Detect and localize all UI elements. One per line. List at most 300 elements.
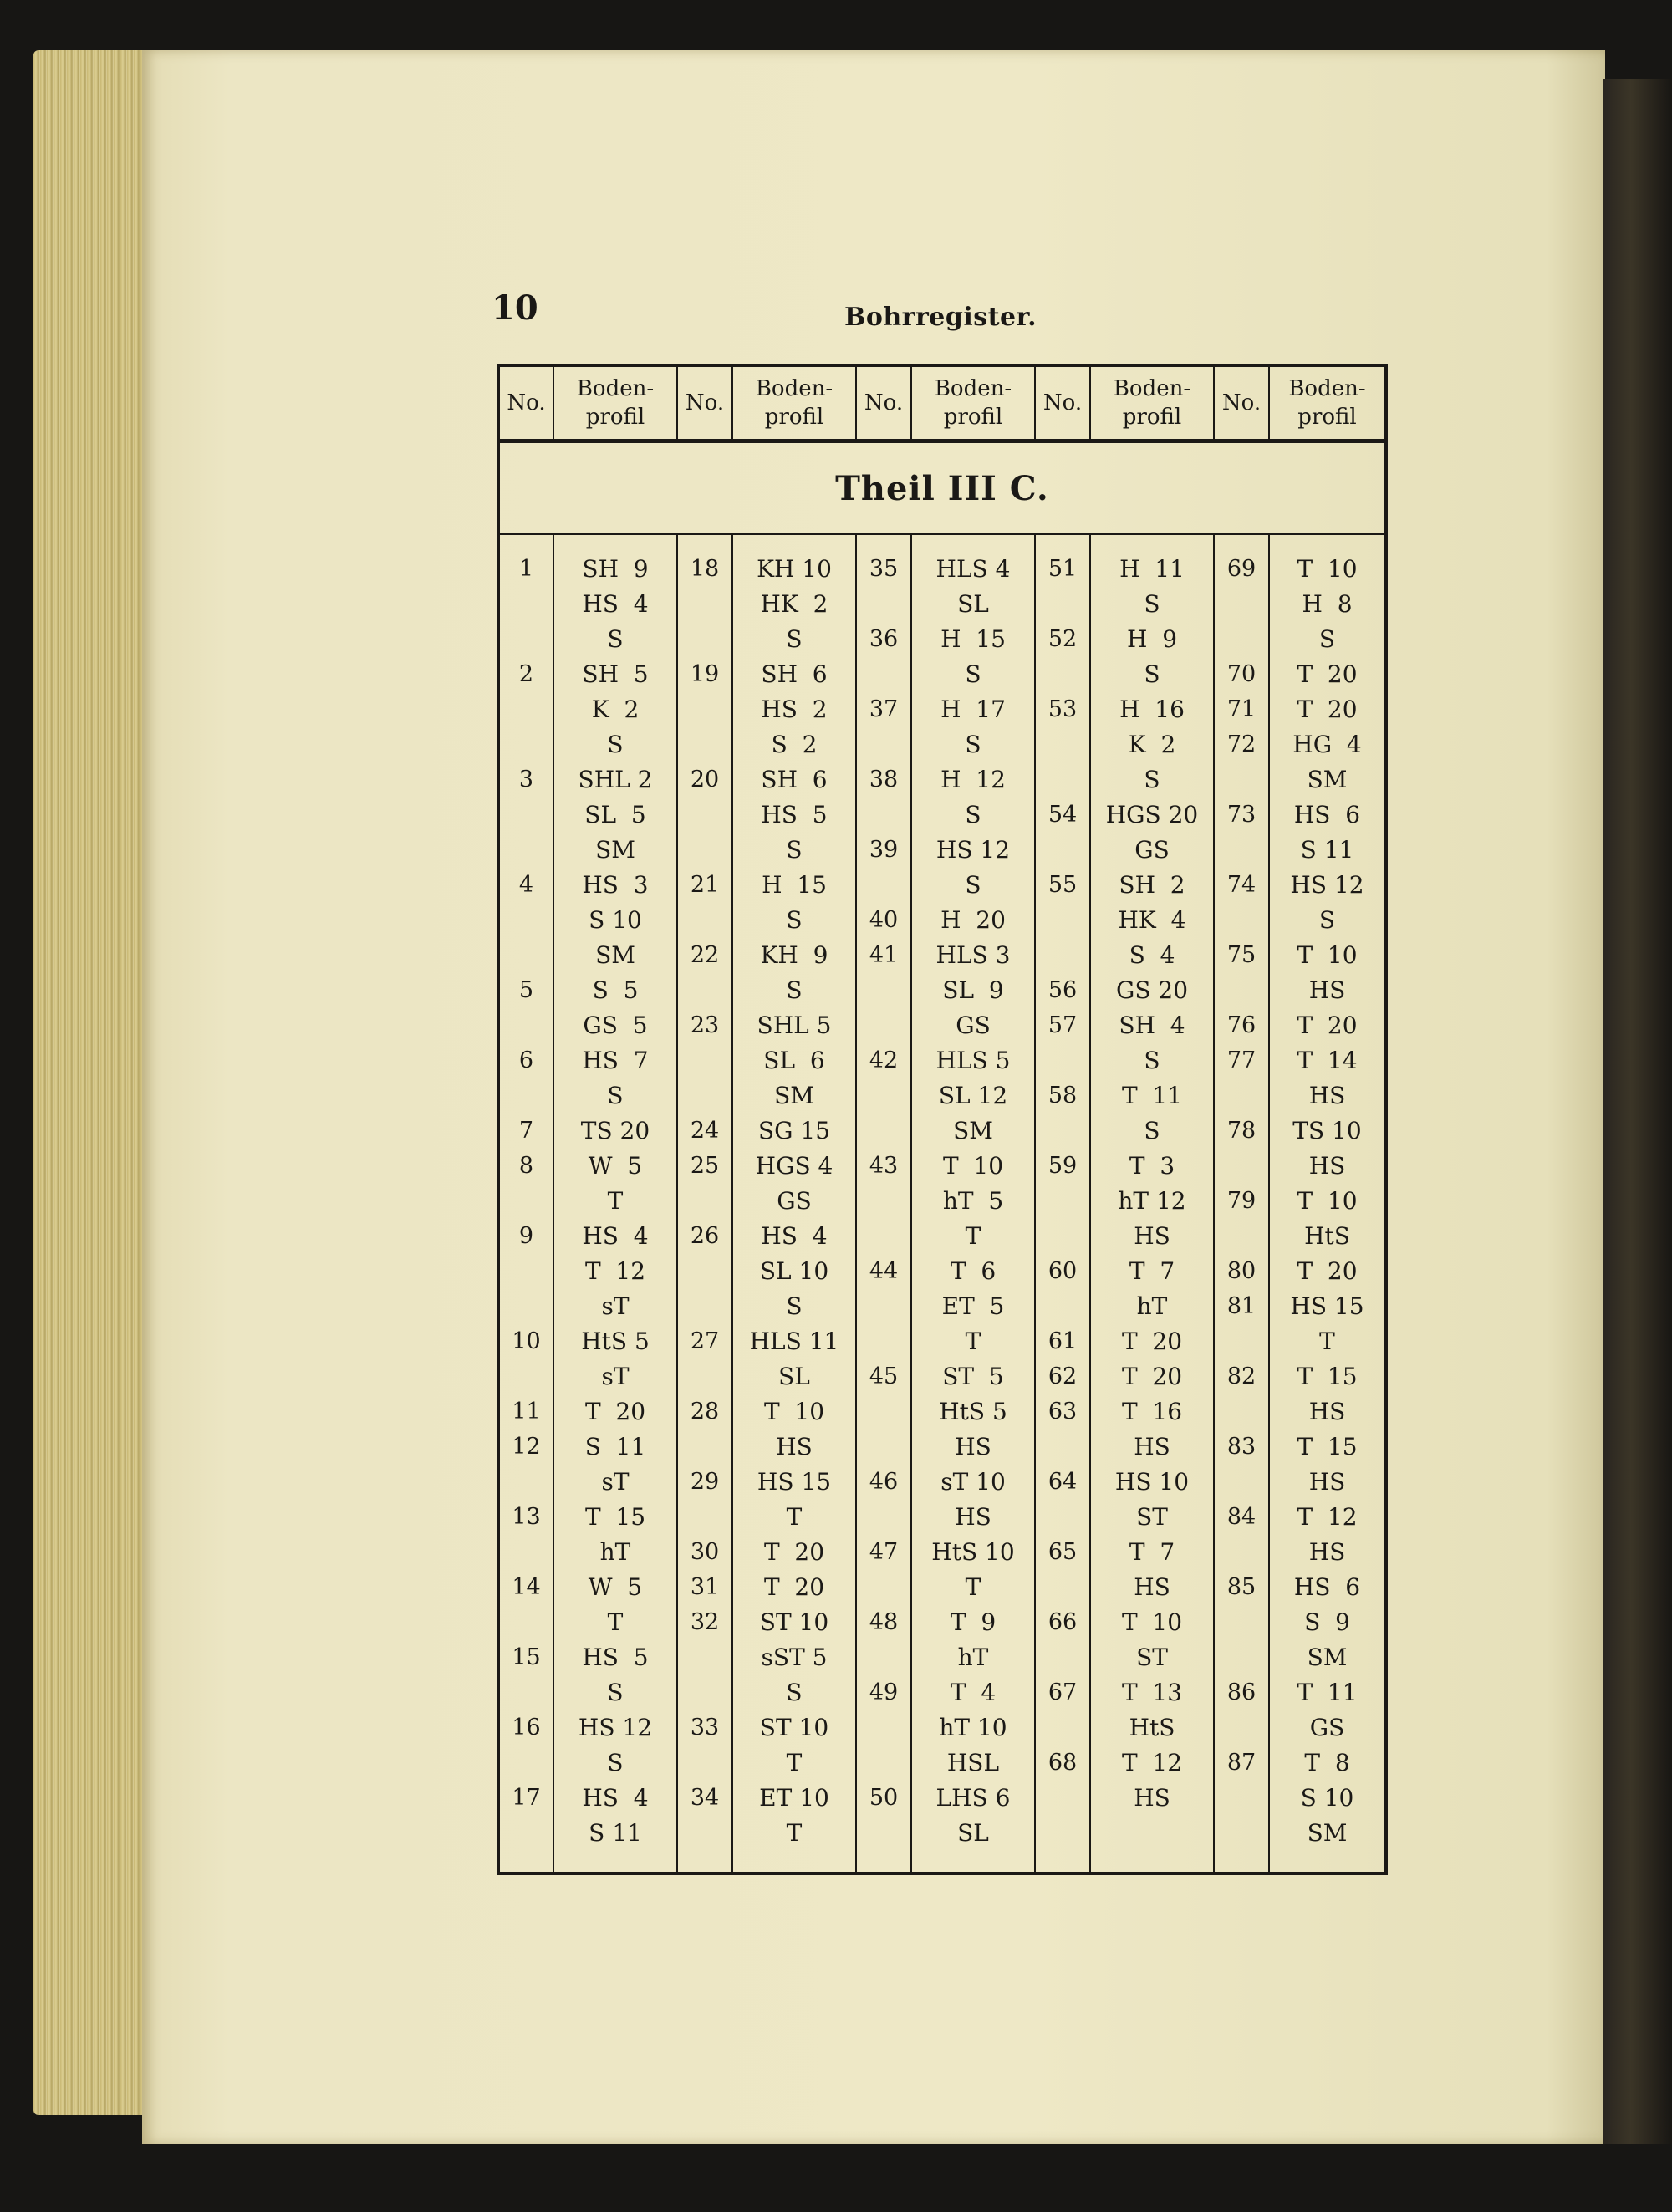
soil-profile-layer: ST 10 bbox=[759, 1608, 829, 1636]
entry-number bbox=[857, 868, 910, 903]
soil-profile-layer: T bbox=[1319, 1328, 1335, 1355]
entry-number: 86 bbox=[1226, 1679, 1257, 1705]
entry-number: 35 bbox=[869, 556, 899, 582]
entry-number bbox=[1215, 622, 1268, 657]
soil-profile-layer: T 15 bbox=[1297, 1433, 1358, 1460]
entry-number: 43 bbox=[869, 1153, 899, 1179]
entry-number: 50 bbox=[869, 1785, 899, 1811]
entry-number: 36 bbox=[869, 626, 899, 652]
soil-profile-layer: T bbox=[786, 1503, 803, 1531]
soil-profile-layer: HS bbox=[1134, 1433, 1170, 1460]
entry-number: 64 bbox=[1048, 1469, 1078, 1495]
soil-profile-layer: ET 10 bbox=[759, 1784, 829, 1812]
soil-profile-layer: S bbox=[1144, 590, 1160, 618]
entry-number bbox=[1036, 1640, 1089, 1675]
soil-profile-layer: LHS 6 bbox=[935, 1784, 1011, 1812]
soil-profile-layer: H 8 bbox=[1302, 590, 1353, 618]
soil-profile-layer: T 20 bbox=[1297, 1257, 1358, 1285]
soil-profile-layer: SG 15 bbox=[757, 1117, 831, 1144]
entry-number: 41 bbox=[869, 942, 899, 968]
entry-number bbox=[1036, 1043, 1089, 1078]
entry-number bbox=[1215, 1535, 1268, 1570]
soil-profile-layer: HS bbox=[1308, 976, 1346, 1004]
entry-number: 21 bbox=[690, 872, 720, 898]
entry-number: 60 bbox=[1048, 1258, 1078, 1284]
entry-number bbox=[500, 622, 553, 657]
entry-number bbox=[1215, 587, 1268, 622]
entry-number: 77 bbox=[1226, 1047, 1257, 1073]
soil-profile-layer: GS 5 bbox=[583, 1012, 648, 1039]
soil-profile-layer: T 10 bbox=[1297, 941, 1358, 969]
soil-profile-layer: S 10 bbox=[589, 906, 642, 934]
entry-number: 61 bbox=[1048, 1328, 1078, 1354]
entry-number bbox=[1036, 1289, 1089, 1324]
soil-profile-layer: S 4 bbox=[1129, 941, 1175, 969]
soil-profile-layer: T 6 bbox=[950, 1257, 997, 1285]
entry-number bbox=[1215, 1078, 1268, 1114]
soil-profile-layer: S bbox=[1144, 766, 1160, 793]
soil-profile-layer: SH 9 bbox=[582, 555, 649, 583]
soil-profile-layer: H 11 bbox=[1119, 555, 1185, 583]
profil-column-2 bbox=[732, 534, 856, 1873]
soil-profile-layer: hT 12 bbox=[1118, 1187, 1186, 1215]
soil-profile-layer: K 2 bbox=[1128, 731, 1176, 758]
header-profil-4: Boden- profil bbox=[1090, 365, 1214, 441]
entry-number bbox=[500, 798, 553, 833]
entry-number: 76 bbox=[1226, 1012, 1257, 1038]
soil-profile-layer: T 3 bbox=[1129, 1152, 1175, 1180]
soil-profile-layer: SHL 2 bbox=[578, 766, 653, 793]
soil-profile-layer: H 20 bbox=[940, 906, 1006, 934]
soil-profile-layer: T 13 bbox=[1121, 1679, 1183, 1706]
entry-number: 27 bbox=[690, 1328, 720, 1354]
soil-profile-layer: HSL bbox=[946, 1749, 1000, 1776]
entry-number bbox=[1215, 1781, 1268, 1816]
soil-profile-layer: GS bbox=[1134, 836, 1170, 864]
soil-profile-layer: HS 12 bbox=[1290, 871, 1364, 899]
entry-number: 22 bbox=[690, 942, 720, 968]
soil-profile-layer: T 20 bbox=[1297, 1012, 1358, 1039]
soil-profile-layer: S bbox=[786, 1679, 803, 1706]
soil-profile-layer: S bbox=[607, 1082, 624, 1109]
header-no-1: No. bbox=[498, 365, 553, 441]
soil-profile-layer: GS bbox=[1309, 1714, 1345, 1741]
soil-profile-layer: T 8 bbox=[1304, 1749, 1350, 1776]
soil-profile-layer: S 11 bbox=[1300, 836, 1354, 864]
soil-profile-layer: T 10 bbox=[1121, 1608, 1183, 1636]
soil-profile-layer: T 20 bbox=[1297, 660, 1358, 688]
soil-profile-layer: H 15 bbox=[940, 625, 1006, 653]
header-no-3: No. bbox=[856, 365, 911, 441]
entry-number bbox=[1036, 1781, 1089, 1816]
entry-number bbox=[857, 1008, 910, 1043]
entry-number bbox=[678, 1675, 732, 1710]
soil-profile-layer: SL 10 bbox=[759, 1257, 829, 1285]
entry-number bbox=[1036, 1570, 1089, 1605]
entry-number: 34 bbox=[690, 1785, 720, 1811]
entry-number bbox=[678, 1500, 732, 1535]
soil-profile-layer: SH 2 bbox=[1119, 871, 1185, 899]
soil-profile-layer: sT bbox=[601, 1292, 630, 1320]
soil-profile-layer: SL bbox=[957, 1819, 989, 1847]
entry-number bbox=[678, 1254, 732, 1289]
profil-column-5 bbox=[1269, 534, 1386, 1873]
soil-profile-layer: H 17 bbox=[940, 696, 1006, 723]
entry-number: 33 bbox=[690, 1715, 720, 1741]
soil-profile-layer: W 5 bbox=[588, 1573, 643, 1601]
soil-profile-layer: S bbox=[965, 801, 981, 828]
entry-number: 55 bbox=[1048, 872, 1078, 898]
soil-profile-layer: HS bbox=[776, 1433, 813, 1460]
soil-profile-layer: HLS 11 bbox=[749, 1328, 839, 1355]
soil-profile-layer: T bbox=[607, 1608, 624, 1636]
entry-number bbox=[1215, 973, 1268, 1008]
soil-profile-layer: hT 5 bbox=[942, 1187, 1004, 1215]
soil-profile-layer: S 11 bbox=[589, 1819, 642, 1847]
entry-number bbox=[857, 798, 910, 833]
soil-profile-layer: S bbox=[965, 871, 981, 899]
soil-profile-layer: hT 10 bbox=[939, 1714, 1007, 1741]
entry-number bbox=[857, 1078, 910, 1114]
soil-profile-layer: SH 5 bbox=[582, 660, 649, 688]
soil-profile-layer: SL bbox=[957, 590, 989, 618]
soil-profile-layer: SM bbox=[1307, 766, 1348, 793]
soil-profile-layer: T 20 bbox=[1121, 1363, 1183, 1390]
soil-profile-layer: S bbox=[965, 731, 981, 758]
entry-number: 80 bbox=[1226, 1258, 1257, 1284]
entry-number bbox=[1036, 1114, 1089, 1149]
entry-number: 75 bbox=[1226, 942, 1257, 968]
soil-profile-layer: HS 4 bbox=[761, 1222, 828, 1250]
soil-profile-layer: hT bbox=[957, 1644, 989, 1671]
header-profil-5: Boden- profil bbox=[1269, 365, 1386, 441]
soil-profile-layer: ST bbox=[1136, 1644, 1168, 1671]
soil-profile-layer: T 20 bbox=[1121, 1328, 1183, 1355]
soil-profile-layer: T bbox=[607, 1187, 624, 1215]
soil-profile-layer: H 16 bbox=[1119, 696, 1185, 723]
entry-number: 14 bbox=[512, 1574, 541, 1600]
soil-profile-layer: W 5 bbox=[588, 1152, 643, 1180]
entry-number bbox=[500, 692, 553, 727]
soil-profile-layer: HGS 20 bbox=[1105, 801, 1199, 828]
entry-number: 19 bbox=[690, 661, 720, 687]
entry-number: 81 bbox=[1226, 1293, 1257, 1319]
entry-number bbox=[500, 1254, 553, 1289]
entry-number bbox=[678, 1640, 732, 1675]
soil-profile-layer: SM bbox=[774, 1082, 814, 1109]
entry-number bbox=[500, 1359, 553, 1394]
entry-number bbox=[857, 1430, 910, 1465]
entry-number bbox=[500, 587, 553, 622]
page-number: 10 bbox=[492, 288, 538, 328]
entry-number bbox=[500, 1535, 553, 1570]
entry-number bbox=[1036, 938, 1089, 973]
entry-number: 5 bbox=[518, 977, 534, 1003]
soil-profile-layer: S bbox=[965, 660, 981, 688]
soil-profile-layer: SL 12 bbox=[938, 1082, 1008, 1109]
entry-number: 39 bbox=[869, 837, 899, 863]
entry-number bbox=[500, 1289, 553, 1324]
soil-profile-layer: S bbox=[1144, 1047, 1160, 1074]
soil-profile-layer: HtS bbox=[1129, 1714, 1175, 1741]
soil-profile-layer: HS bbox=[1308, 1398, 1346, 1425]
soil-profile-layer: S 11 bbox=[584, 1433, 646, 1460]
header-no-4: No. bbox=[1035, 365, 1090, 441]
soil-profile-layer: S bbox=[786, 625, 803, 653]
soil-profile-layer: HtS 5 bbox=[939, 1398, 1007, 1425]
soil-profile-layer: T bbox=[965, 1222, 981, 1250]
soil-profile-layer: T 4 bbox=[950, 1679, 997, 1706]
entry-number bbox=[1215, 1640, 1268, 1675]
soil-profile-layer: T 10 bbox=[1297, 555, 1358, 583]
entry-number bbox=[1215, 903, 1268, 938]
entry-number: 24 bbox=[690, 1118, 720, 1144]
entry-number bbox=[678, 1430, 732, 1465]
soil-profile-layer: S bbox=[607, 1679, 624, 1706]
soil-profile-layer: T 12 bbox=[584, 1257, 646, 1285]
soil-profile-layer: TS 10 bbox=[1292, 1117, 1362, 1144]
entry-number: 72 bbox=[1226, 731, 1257, 757]
soil-profile-layer: HLS 3 bbox=[935, 941, 1011, 969]
entry-number bbox=[857, 1746, 910, 1781]
soil-profile-layer: T 11 bbox=[1121, 1082, 1183, 1109]
entry-number bbox=[1036, 587, 1089, 622]
soil-profile-layer: SM bbox=[595, 836, 635, 864]
soil-profile-layer: HS 4 bbox=[582, 590, 649, 618]
soil-profile-layer: S 9 bbox=[1304, 1608, 1350, 1636]
entry-number bbox=[1215, 1710, 1268, 1746]
entry-number: 84 bbox=[1226, 1504, 1257, 1530]
entry-number: 70 bbox=[1226, 661, 1257, 687]
entry-number bbox=[857, 587, 910, 622]
soil-profile-layer: SL bbox=[778, 1363, 810, 1390]
no-column-2 bbox=[677, 534, 732, 1873]
entry-number bbox=[857, 973, 910, 1008]
entry-number bbox=[1215, 762, 1268, 798]
profil-column-3 bbox=[911, 534, 1035, 1873]
entry-number bbox=[500, 1605, 553, 1640]
entry-number bbox=[1036, 1430, 1089, 1465]
soil-profile-layer: S bbox=[607, 625, 624, 653]
soil-profile-layer: SM bbox=[1307, 1819, 1348, 1847]
entry-number: 45 bbox=[869, 1363, 899, 1389]
entry-number bbox=[857, 1640, 910, 1675]
soil-profile-layer: HS 4 bbox=[582, 1222, 649, 1250]
soil-profile-layer: KH 9 bbox=[760, 941, 828, 969]
soil-profile-layer: KH 10 bbox=[757, 555, 832, 583]
header-row bbox=[498, 365, 1386, 441]
entry-number bbox=[500, 1008, 553, 1043]
soil-profile-layer: T 20 bbox=[1297, 696, 1358, 723]
soil-profile-layer: T 20 bbox=[763, 1538, 825, 1566]
entry-number bbox=[857, 1289, 910, 1324]
entry-number bbox=[857, 1500, 910, 1535]
header-profil-2: Boden- profil bbox=[732, 365, 856, 441]
soil-profile-layer: HS bbox=[1308, 1468, 1346, 1496]
soil-profile-layer: T 10 bbox=[1297, 1187, 1358, 1215]
soil-profile-layer: H 9 bbox=[1126, 625, 1178, 653]
entry-number: 48 bbox=[869, 1609, 899, 1635]
entry-number: 74 bbox=[1226, 872, 1257, 898]
entry-number: 83 bbox=[1226, 1434, 1257, 1460]
entry-number bbox=[1036, 762, 1089, 798]
entry-number: 58 bbox=[1048, 1083, 1078, 1109]
soil-profile-layer: H 15 bbox=[762, 871, 827, 899]
entry-number bbox=[678, 692, 732, 727]
soil-profile-layer: S bbox=[786, 836, 803, 864]
entry-number: 65 bbox=[1048, 1539, 1078, 1565]
entry-number: 12 bbox=[512, 1434, 541, 1460]
entry-number: 68 bbox=[1048, 1750, 1078, 1776]
no-column-4 bbox=[1035, 534, 1090, 1873]
entry-number: 11 bbox=[512, 1399, 541, 1425]
entry-number bbox=[857, 1816, 910, 1851]
soil-profile-layer: SL 5 bbox=[584, 801, 646, 828]
soil-profile-layer: SL 9 bbox=[942, 976, 1004, 1004]
entry-number: 47 bbox=[869, 1539, 899, 1565]
entry-number: 20 bbox=[690, 767, 720, 793]
entry-number: 79 bbox=[1226, 1188, 1257, 1214]
profil-column-4 bbox=[1090, 534, 1214, 1873]
header-profil-1: Boden- profil bbox=[553, 365, 677, 441]
entry-number: 62 bbox=[1048, 1363, 1078, 1389]
soil-profile-layer: T 10 bbox=[763, 1398, 825, 1425]
soil-profile-layer: SM bbox=[1307, 1644, 1348, 1671]
entry-number bbox=[1036, 1500, 1089, 1535]
soil-profile-layer: HS bbox=[955, 1503, 991, 1531]
entry-number bbox=[857, 1570, 910, 1605]
entry-number bbox=[500, 1816, 553, 1851]
soil-profile-layer: GS bbox=[956, 1012, 991, 1039]
entry-number bbox=[500, 938, 553, 973]
entry-number bbox=[678, 1359, 732, 1394]
soil-profile-layer: T 15 bbox=[1297, 1363, 1358, 1390]
entry-number bbox=[1036, 1184, 1089, 1219]
entry-number bbox=[500, 1675, 553, 1710]
soil-profile-layer: SH 6 bbox=[761, 660, 828, 688]
entry-number: 38 bbox=[869, 767, 899, 793]
entry-number bbox=[1215, 833, 1268, 868]
entry-number bbox=[500, 1746, 553, 1781]
soil-profile-layer: T 9 bbox=[950, 1608, 997, 1636]
entry-number bbox=[500, 833, 553, 868]
entry-number: 71 bbox=[1226, 696, 1257, 722]
soil-profile-layer: sT bbox=[601, 1363, 630, 1390]
soil-profile-layer: SM bbox=[595, 941, 635, 969]
soil-profile-layer: HS 4 bbox=[582, 1784, 649, 1812]
entry-number: 67 bbox=[1048, 1679, 1078, 1705]
entry-number: 87 bbox=[1226, 1750, 1257, 1776]
soil-profile-layer: T 11 bbox=[1297, 1679, 1358, 1706]
entry-number: 32 bbox=[690, 1609, 720, 1635]
entry-number bbox=[678, 903, 732, 938]
soil-profile-layer: ST 5 bbox=[942, 1363, 1004, 1390]
entry-number bbox=[678, 798, 732, 833]
soil-profile-layer: S bbox=[1144, 1117, 1160, 1144]
soil-profile-layer: ET 5 bbox=[941, 1292, 1005, 1320]
running-head: Bohrregister. bbox=[844, 303, 1037, 332]
soil-profile-layer: SHL 5 bbox=[757, 1012, 832, 1039]
entry-number bbox=[500, 1078, 553, 1114]
soil-profile-layer: T 15 bbox=[584, 1503, 646, 1531]
no-column-1 bbox=[498, 534, 553, 1873]
entry-number bbox=[857, 657, 910, 692]
entry-number bbox=[678, 587, 732, 622]
soil-profile-layer: SL 6 bbox=[763, 1047, 825, 1074]
soil-profile-layer: HS 10 bbox=[1114, 1468, 1190, 1496]
soil-profile-layer: HLS 5 bbox=[935, 1047, 1011, 1074]
soil-profile-layer: HS 6 bbox=[1293, 801, 1361, 828]
borehole-register-table bbox=[497, 364, 1388, 1875]
soil-profile-layer: T 16 bbox=[1121, 1398, 1183, 1425]
entry-number: 6 bbox=[518, 1047, 534, 1073]
entry-number: 15 bbox=[512, 1644, 541, 1670]
entry-number: 78 bbox=[1226, 1118, 1257, 1144]
soil-profile-layer: T bbox=[965, 1328, 981, 1355]
soil-profile-layer: S bbox=[786, 976, 803, 1004]
entry-number bbox=[857, 1184, 910, 1219]
entry-number bbox=[678, 1043, 732, 1078]
entry-number bbox=[678, 1816, 732, 1851]
soil-profile-layer: HLS 4 bbox=[935, 555, 1011, 583]
soil-profile-layer: HGS 4 bbox=[755, 1152, 833, 1180]
entry-number: 44 bbox=[869, 1258, 899, 1284]
entry-number: 46 bbox=[869, 1469, 899, 1495]
soil-profile-layer: HS bbox=[955, 1433, 991, 1460]
soil-profile-layer: T 7 bbox=[1129, 1538, 1175, 1566]
soil-profile-layer: HS bbox=[1308, 1538, 1346, 1566]
entry-number bbox=[857, 727, 910, 762]
soil-profile-layer: HS bbox=[1134, 1784, 1170, 1812]
entry-number: 57 bbox=[1048, 1012, 1078, 1038]
soil-profile-layer: HtS bbox=[1304, 1222, 1350, 1250]
entry-number bbox=[1036, 903, 1089, 938]
entry-number: 8 bbox=[518, 1153, 534, 1179]
entry-number: 1 bbox=[518, 556, 534, 582]
entry-number bbox=[678, 1078, 732, 1114]
section-title: Theil III C. bbox=[835, 468, 1049, 508]
entry-number: 25 bbox=[690, 1153, 720, 1179]
no-column-5 bbox=[1214, 534, 1269, 1873]
register-body-row bbox=[498, 534, 1386, 1873]
profil-column-1 bbox=[553, 534, 677, 1873]
soil-profile-layer: H 12 bbox=[940, 766, 1006, 793]
soil-profile-layer: S bbox=[1318, 625, 1336, 653]
soil-profile-layer: S 5 bbox=[592, 976, 639, 1004]
soil-profile-layer: sT 10 bbox=[940, 1468, 1006, 1496]
entry-number bbox=[678, 833, 732, 868]
entry-number: 56 bbox=[1048, 977, 1078, 1003]
soil-profile-layer: hT bbox=[1136, 1292, 1168, 1320]
soil-profile-layer: T 12 bbox=[1297, 1503, 1358, 1531]
soil-profile-layer: T bbox=[965, 1573, 981, 1601]
entry-number bbox=[678, 1289, 732, 1324]
soil-profile-layer: HS 5 bbox=[761, 801, 828, 828]
soil-profile-layer: HS 15 bbox=[757, 1468, 832, 1496]
entry-number: 53 bbox=[1048, 696, 1078, 722]
soil-profile-layer: TS 20 bbox=[580, 1117, 650, 1144]
entry-number: 28 bbox=[690, 1399, 720, 1425]
soil-profile-layer: HS bbox=[1134, 1573, 1170, 1601]
soil-profile-layer: HK 2 bbox=[760, 590, 828, 618]
soil-profile-layer: HS 15 bbox=[1290, 1292, 1364, 1320]
entry-number: 23 bbox=[690, 1012, 720, 1038]
entry-number: 82 bbox=[1226, 1363, 1257, 1389]
entry-number bbox=[500, 1184, 553, 1219]
entry-number bbox=[857, 1710, 910, 1746]
entry-number: 3 bbox=[518, 767, 534, 793]
soil-profile-layer: HG 4 bbox=[1292, 731, 1362, 758]
